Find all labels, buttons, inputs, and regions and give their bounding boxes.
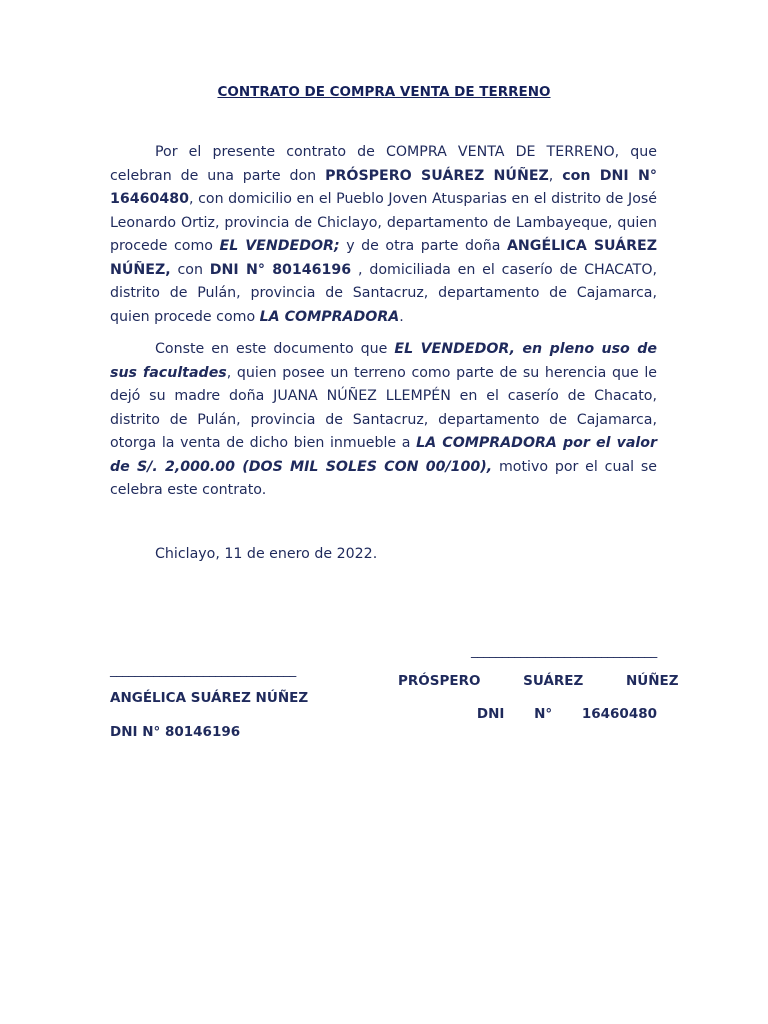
seller-signature-dni: DNI N° 16460480 (476, 706, 657, 722)
document-title: CONTRATO DE COMPRA VENTA DE TERRENO (217, 84, 551, 100)
seller-signature-line: ______________________________ (470, 644, 657, 659)
buyer-signature-name: ANGÉLICA SUÁREZ NÚÑEZ (110, 690, 309, 706)
paragraph-terms (110, 338, 657, 503)
text: Por el presente contrato de COMPRA VENTA DE TERRENO, que celebran de una parte don (110, 144, 657, 184)
text: , con domicilio en el Pueblo Joven Atusparias en el distrito de José Leonardo Ortiz, provincia de Chiclayo, departamento de Lambayeque, quien procede como (110, 191, 657, 254)
buyer-name: ANGÉLICA SUÁREZ NÚÑEZ, (110, 238, 657, 278)
seller-capacity: EL VENDEDOR, en pleno uso de sus facultades (110, 341, 658, 381)
seller-signature-name: PRÓSPERO SUÁREZ NÚÑEZ (398, 673, 679, 689)
place-date: Chiclayo, 11 de enero de 2022. (155, 546, 378, 562)
text: motivo por el cual se celebra este contrato. (110, 458, 657, 498)
text: , quien posee un terreno como parte de su herencia que le dejó su madre doña JUANA NÚÑEZ LLEMPÉN en el caserío de Chacato, distrito de Pulán, provincia de Santacruz, departamento de Cajamarca, otorga la venta de dicho bien inmueble a (110, 364, 657, 451)
seller-name: PRÓSPERO SUÁREZ NÚÑEZ (325, 167, 549, 184)
text: Conste en este documento que (155, 341, 395, 357)
paragraph-parties (110, 141, 657, 329)
text: , (548, 167, 563, 184)
sale-price: LA COMPRADORA por el valor de S/. 2,000.00 (DOS MIL SOLES CON 00/100), (110, 435, 657, 475)
seller-role: EL VENDEDOR; (219, 238, 340, 254)
buyer-signature-line: ______________________________ (110, 663, 297, 678)
seller-dni: con DNI N° 16460480 (110, 167, 657, 207)
text: con (170, 261, 210, 278)
text: , domiciliada en el caserío de CHACATO, distrito de Pulán, provincia de Santacruz, departamento de Cajamarca, quien procede como (110, 261, 658, 325)
buyer-role: LA COMPRADORA (259, 308, 400, 325)
text: . (399, 308, 404, 325)
buyer-signature-dni: DNI N° 80146196 (110, 724, 241, 740)
text: y de otra parte doña (339, 238, 507, 254)
buyer-dni: DNI N° 80146196 (209, 261, 352, 278)
